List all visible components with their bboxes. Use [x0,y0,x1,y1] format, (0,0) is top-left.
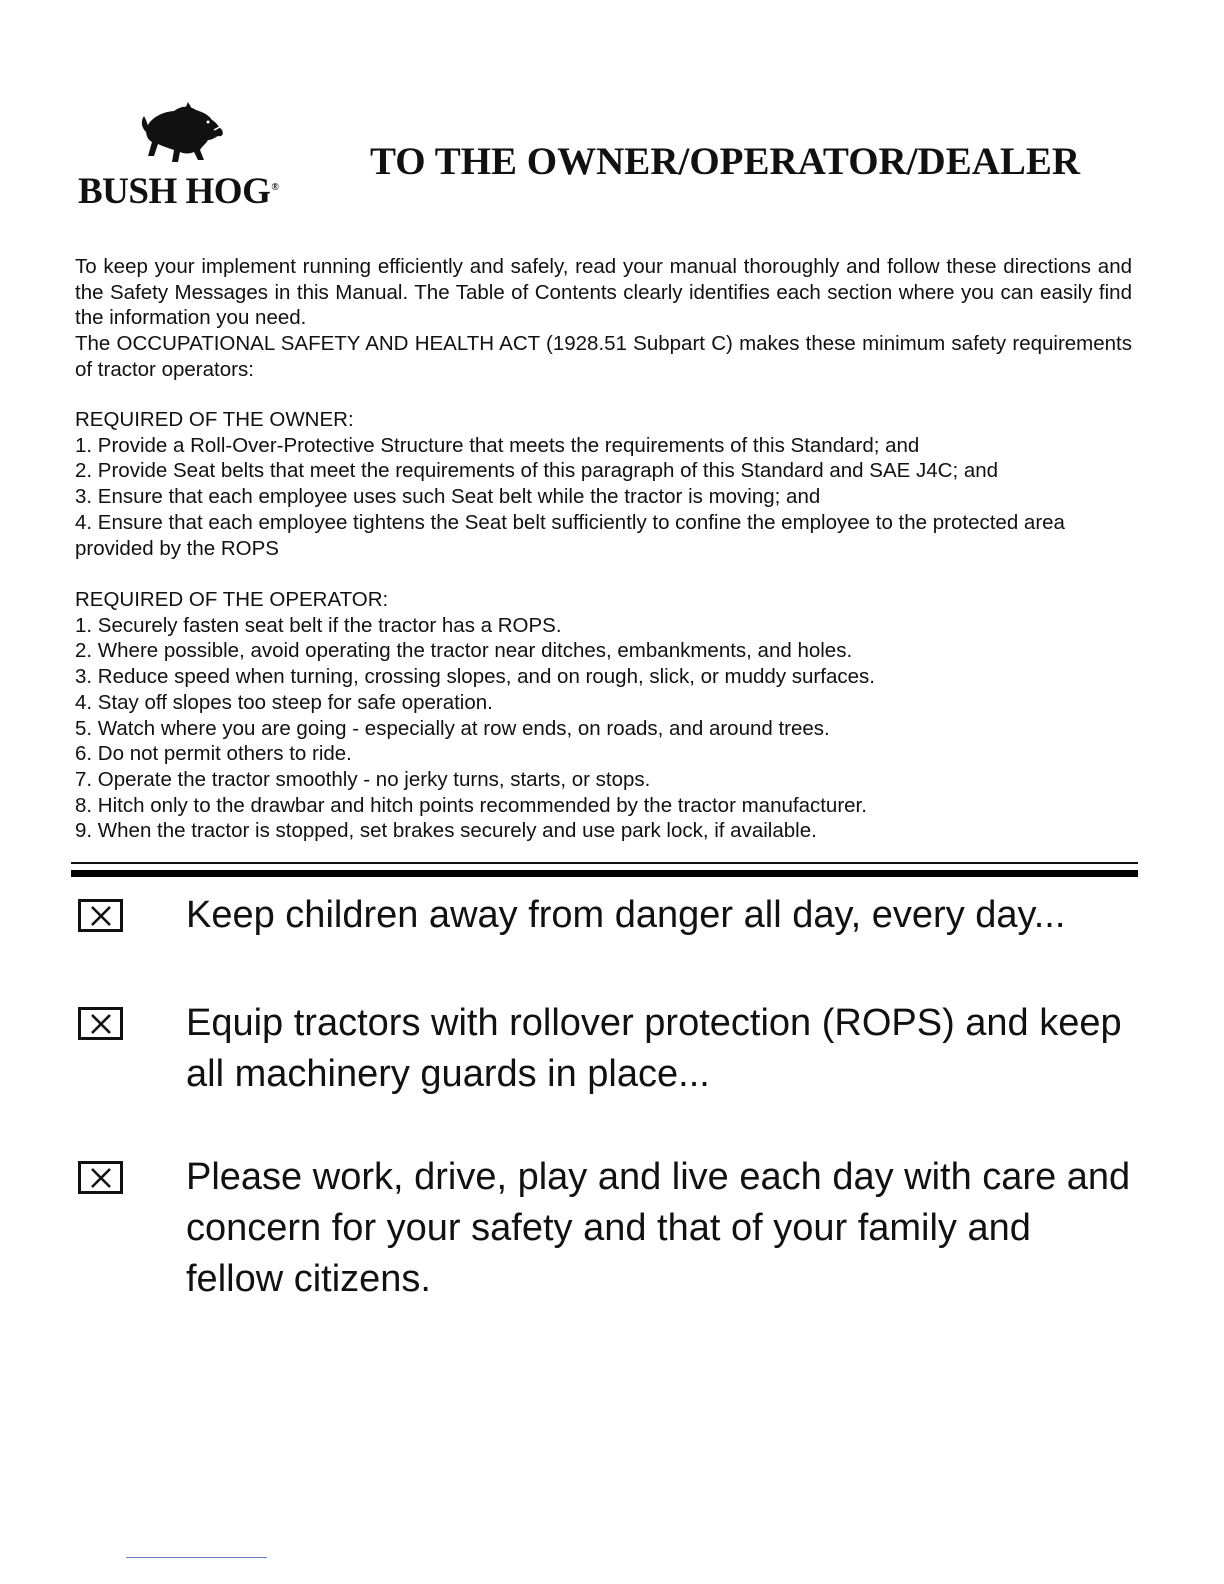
list-item: 3. Ensure that each employee uses such Seat belt while the tractor is moving; and [75,485,821,509]
divider-thin [71,862,1138,864]
checkbox-x-icon [78,1161,123,1194]
list-item: 9. When the tractor is stopped, set brakes securely and use park lock, if available. [75,819,817,843]
list-item: 3. Reduce speed when turning, crossing slopes, and on rough, slick, or muddy surfaces. [75,665,875,689]
operator-requirements [75,587,1132,844]
boar-icon [138,100,228,170]
intro-paragraph: To keep your implement running efficiently and safely, read your manual thoroughly and follow these directions and the Safety Messages in this Manual. The Table of Contents clearly identifies each section where you can easily find the information you need. [75,255,1132,330]
divider-thick [71,870,1138,877]
list-item: 4. Ensure that each employee tightens the Seat belt sufficiently to confine the employee to the protected area provided by the ROPS [75,510,1065,560]
checkbox-x-icon [78,899,123,932]
list-item: 1. Securely fasten seat belt if the tractor has a ROPS. [75,613,562,637]
list-item: 7. Operate the tractor smoothly - no jerky turns, starts, or stops. [75,767,651,791]
intro-section [75,254,1132,383]
page-title: TO THE OWNER/OPERATOR/DEALER [370,140,1081,183]
checkbox-x-icon [78,1007,123,1040]
owner-heading: REQUIRED OF THE OWNER: [75,408,354,431]
owner-list [75,433,1132,562]
bullet-text: Equip tractors with rollover protection (ROPS) and keep all machinery guards in place... [186,1002,1122,1095]
bullet-text: Please work, drive, play and live each day with care and concern for your safety and that of your family and fellow citizens. [186,1156,1131,1300]
operator-heading: REQUIRED OF THE OPERATOR: [75,588,389,611]
list-item: 6. Do not permit others to ride. [75,742,352,766]
list-item: 2. Where possible, avoid operating the tractor near ditches, embankments, and holes. [75,639,853,663]
list-item: 5. Watch where you are going - especially at row ends, on roads, and around trees. [75,716,830,740]
registered-mark: ® [271,181,279,193]
operator-list [75,613,1132,844]
bullet-text: Keep children away from danger all day, every day... [186,894,1066,936]
list-item: 2. Provide Seat belts that meet the requirements of this paragraph of this Standard and SAE J4C; and [75,459,999,483]
list-item: 4. Stay off slopes too steep for safe operation. [75,690,493,714]
footer-underline [126,1557,267,1558]
owner-requirements [75,407,1132,561]
brand-name: BUSH HOG [78,171,271,212]
list-item: 8. Hitch only to the drawbar and hitch points recommended by the tractor manufacturer. [75,793,867,817]
osha-paragraph: The OCCUPATIONAL SAFETY AND HEALTH ACT (1928.51 Subpart C) makes these minimum safety requirements of tractor operators: [75,332,1132,381]
bush-hog-logo [76,100,306,215]
list-item: 1. Provide a Roll-Over-Protective Structure that meets the requirements of this Standard; and [75,433,920,457]
